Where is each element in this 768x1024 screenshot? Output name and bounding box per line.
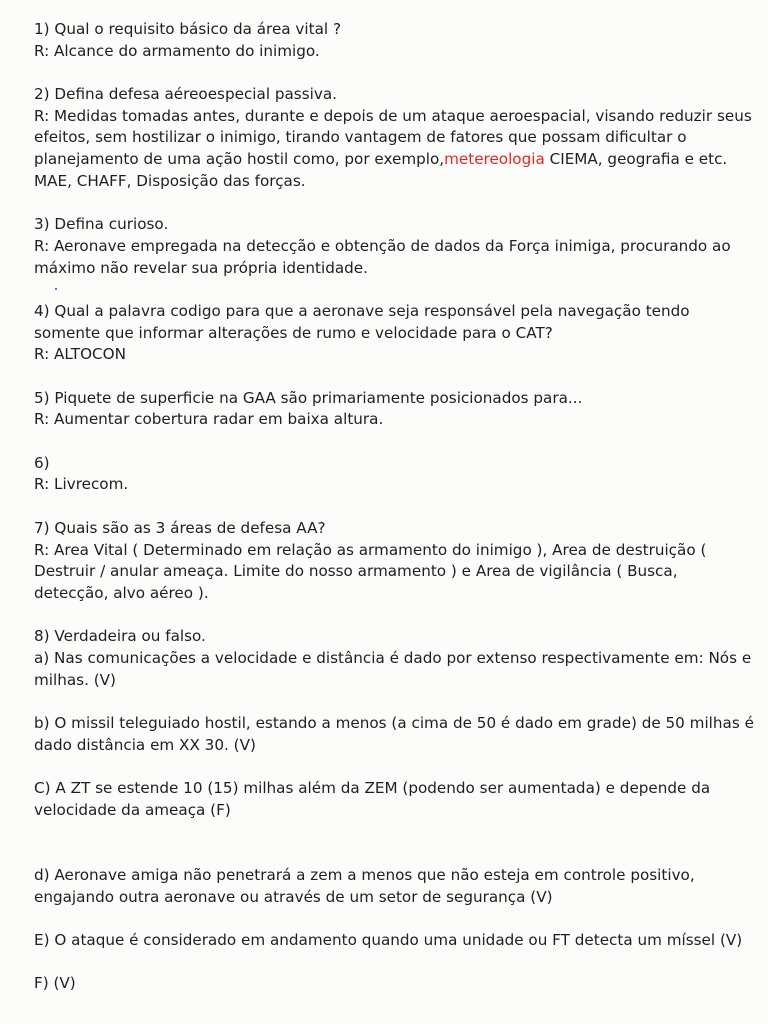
q1-answer: R: Alcance do armamento do inimigo. — [34, 41, 320, 60]
q2-answer-line-4: MAE, CHAFF, Disposição das forças. — [34, 171, 306, 190]
q5-question: 5) Piquete de superficie na GAA são primariamente posicionados para... — [34, 388, 583, 407]
q6-question: 6) — [34, 453, 50, 472]
q2-answer-line-3-rest: CIEMA, geografia e etc. — [544, 150, 728, 169]
spacer — [34, 821, 750, 843]
q4-question-line-2: somente que informar alterações de rumo e velocidade para o CAT? — [34, 323, 553, 342]
q2-answer-line-3 — [34, 149, 750, 171]
q7-answer-line-2: Destruir / anular ameaça. Limite do nosso armamento ) e Area de vigilância ( Busca, — [34, 562, 678, 581]
q7-answer-line-1: R: Area Vital ( Determinado em relação as armamento do inimigo ), Area de destruição ( — [34, 540, 707, 559]
q8-item-f-line-1: F) (V) — [34, 974, 76, 993]
q8-item-c-line-1: C) A ZT se estende 10 (15) milhas além da ZEM (podendo ser aumentada) e depende da — [34, 779, 711, 798]
q4-answer: R: ALTOCON — [34, 345, 126, 364]
spacer — [34, 605, 750, 627]
q3-answer-line-2: máximo não revelar sua própria identidade. — [34, 258, 368, 277]
q8-item-b-line-2: dado distância em XX 30. (V) — [34, 735, 256, 754]
spacer — [34, 908, 750, 930]
q8-item-d-line-1: d) Aeronave amiga não penetrará a zem a menos que não esteja em controle positivo, — [34, 865, 695, 884]
q3-answer-line-1: R: Aeronave empregada na detecção e obtenção de dados da Força inimiga, procurando ao — [34, 236, 731, 255]
q8-item-a-line-1: a) Nas comunicações a velocidade e distância é dado por extenso respectivamente em: Nós e — [34, 648, 752, 667]
q8-item-d-line-2: engajando outra aeronave ou através de um setor de segurança (V) — [34, 887, 553, 906]
q6-answer: R: Livrecom. — [34, 475, 129, 494]
spacer — [34, 62, 750, 84]
spacer — [34, 279, 750, 301]
highlighted-word: metereologia — [444, 150, 545, 169]
spacer — [34, 193, 750, 215]
spacer — [34, 843, 750, 865]
spacer — [34, 366, 750, 388]
q1-question: 1) Qual o requisito básico da área vital ? — [34, 20, 342, 38]
q8-item-c-line-2: velocidade da ameaça (F) — [34, 800, 231, 819]
q7-answer-line-3: detecção, alvo aéreo ). — [34, 583, 209, 602]
stray-dot-mark — [55, 288, 57, 290]
q8-item-a-line-2: milhas. (V) — [34, 670, 116, 689]
q8-item-b-line-1: b) O missil teleguiado hostil, estando a menos (a cima de 50 é dado em grade) de 50 milhas é — [34, 714, 754, 732]
q2-answer-line-1: R: Medidas tomadas antes, durante e depois de um ataque aeroespacial, visando reduzir seus — [34, 106, 752, 125]
q4-question-line-1: 4) Qual a palavra codigo para que a aeronave seja responsável pela navegação tendo — [34, 301, 690, 320]
q5-answer: R: Aumentar cobertura radar em baixa altura. — [34, 410, 384, 429]
spacer — [34, 756, 750, 778]
q2-question: 2) Defina defesa aéreoespecial passiva. — [34, 85, 337, 104]
q7-question: 7) Quais são as 3 áreas de defesa AA? — [34, 518, 326, 537]
q2-answer-line-2: efeitos, sem hostilizar o inimigo, tirando vantagem de fatores que possam dificultar o — [34, 128, 687, 147]
q3-question: 3) Defina curioso. — [34, 215, 169, 234]
q8-item-e-line-1: E) O ataque é considerado em andamento quando uma unidade ou FT detecta um míssel (V) — [34, 930, 743, 949]
spacer — [34, 691, 750, 713]
q8-question: 8) Verdadeira ou falso. — [34, 627, 206, 646]
spacer — [34, 952, 750, 974]
document-page — [34, 19, 754, 995]
spacer — [34, 431, 750, 453]
spacer — [34, 496, 750, 518]
q2-answer-line-3-text: planejamento de uma ação hostil como, por exemplo, — [34, 150, 445, 169]
